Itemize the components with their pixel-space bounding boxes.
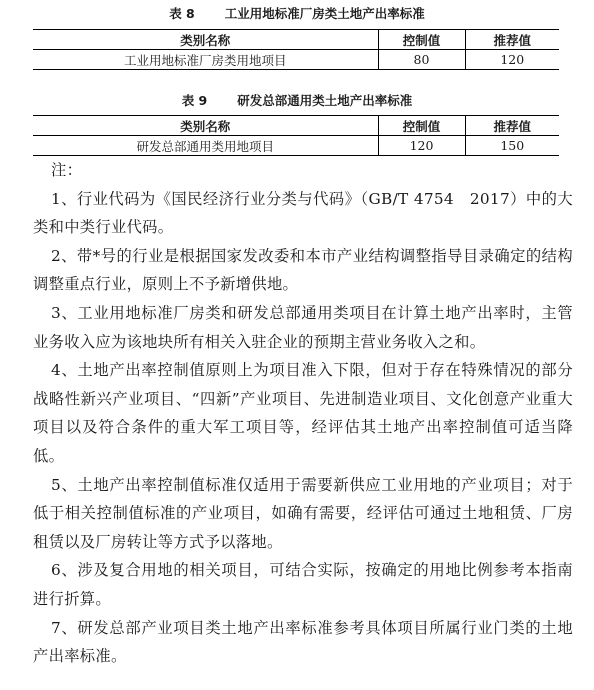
note-item-3: 3、工业用地标准厂房类和研发总部通用类项目在计算土地产出率时，主管业务收入应为该地块所有相关入驻企业的预期主营业务收入之和。 <box>33 303 573 351</box>
table-8-caption <box>0 4 594 22</box>
cell-recommended-value: 150 <box>500 138 525 153</box>
column-header-control-value: 控制值 <box>378 30 465 50</box>
cell-control-value: 120 <box>378 136 465 156</box>
note-item-2: 2、带*号的行业是根据国家发改委和本市产业结构调整指导目录确定的结构调整重点行业，原则上不予新增供地。 <box>33 246 573 294</box>
column-header-recommended-value: 推荐值 <box>465 116 559 136</box>
column-header-category: 类别名称 <box>33 30 378 50</box>
table-8-number: 表 8 <box>169 6 195 21</box>
note-item-1: 1、行业代码为《国民经济行业分类与代码》（GB/T 4754 2017）中的大类和中类行业代码。 <box>33 189 573 237</box>
note-item-6: 6、涉及复合用地的相关项目，可结合实际，按确定的用地比例参考本指南进行折算。 <box>33 561 573 608</box>
table-9-title: 研发总部通用类土地产出率标准 <box>237 93 413 108</box>
notes-label: 注： <box>51 161 83 179</box>
note-item-4: 4、土地产出率控制值原则上为项目准入下限，但对于存在特殊情况的部分战略性新兴产业项目、“四新”产业项目、先进制造业项目、文化创意产业重大项目以及符合条件的重大军工项目等，经评估其土地产出率控制值可适当降低。 <box>33 361 573 465</box>
table-row <box>33 50 559 70</box>
column-header-recommended-value: 推荐值 <box>465 30 559 50</box>
cell-recommended-value: 120 <box>500 52 525 67</box>
table-header-row <box>33 30 559 50</box>
note-item-5: 5、土地产出率控制值标准仅适用于需要新供应工业用地的产业项目；对于低于相关控制值标准的产业项目，如确有需要，经评估可通过土地租赁、厂房租赁以及厂房转让等方式予以落地。 <box>33 475 573 551</box>
table-header-row <box>33 116 559 136</box>
cell-control-value: 80 <box>378 50 465 70</box>
cell-category: 工业用地标准厂房类用地项目 <box>33 50 378 70</box>
table-9-number: 表 9 <box>181 93 208 108</box>
table-9-caption <box>0 91 594 109</box>
column-header-category: 类别名称 <box>33 116 378 136</box>
column-header-control-value: 控制值 <box>378 116 465 136</box>
notes-section <box>33 156 573 671</box>
cell-category: 研发总部通用类用地项目 <box>33 136 378 156</box>
table-8-title: 工业用地标准厂房类土地产出率标准 <box>224 6 425 21</box>
table-row <box>33 136 559 156</box>
table-9 <box>33 115 559 156</box>
note-item-7: 7、研发总部产业项目类土地产出率标准参考具体项目所属行业门类的土地产出率标准。 <box>33 618 573 666</box>
table-8 <box>33 29 559 70</box>
